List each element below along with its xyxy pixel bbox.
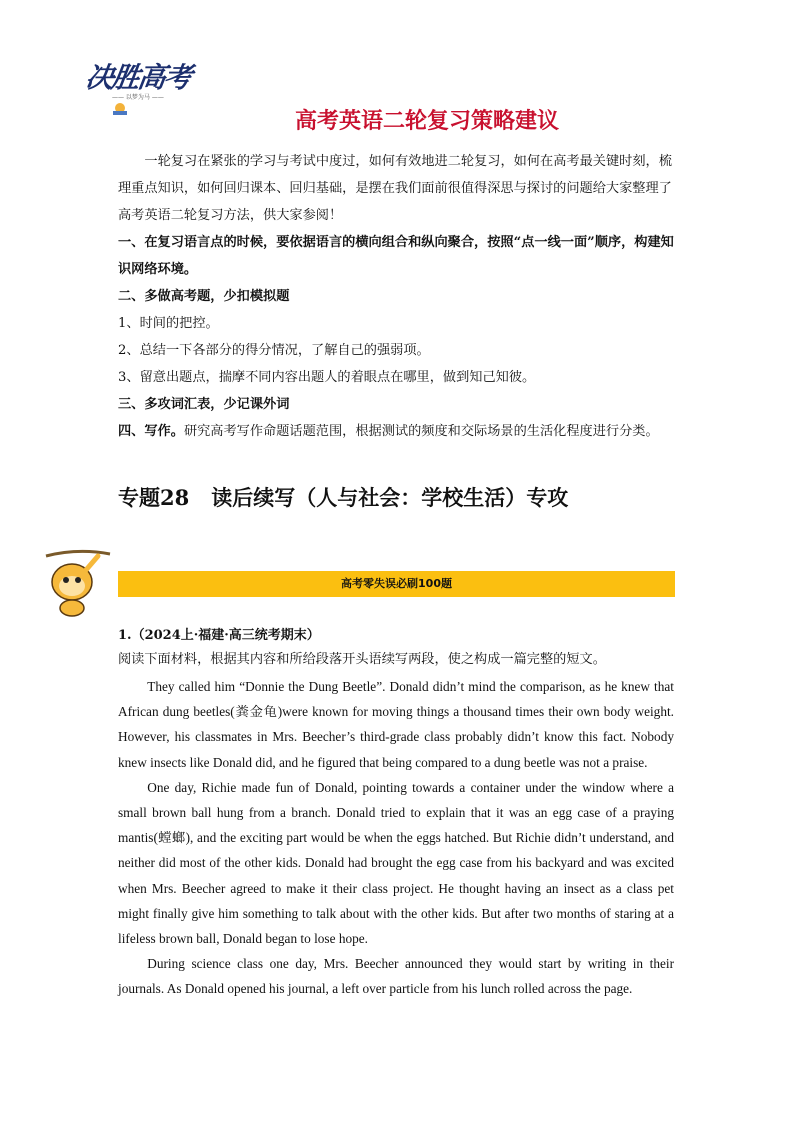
question-header <box>118 624 320 643</box>
reading-passage <box>118 674 674 1002</box>
logo-tagline: —— 以梦为马 —— <box>112 94 164 101</box>
strategy-point-4 <box>118 418 678 445</box>
strategy-point-2: 二、多做高考题，少扣模拟题 <box>118 289 290 304</box>
strategy-point-4-lead: 四、写作。 <box>118 424 184 439</box>
section-banner: 高考零失误必刷100题 <box>118 571 675 597</box>
strategy-item-1: 1、时间的把控。 <box>118 316 219 331</box>
passage-paragraph-1: They called him “Donnie the Dung Beetle”. Donald didn’t mind the comparison, as he knew that African dung beetles(粪金龟)were known for moving things a thousand times their own body weight. However, his classmates in Mrs. Beecher’s third-grade class probably didn’t know this fact. Nobody knew insects like Donald did, and he figured that being compared to a dung beetle was not a praise. <box>118 679 674 770</box>
strategy-point-3: 三、多攻词汇表，少记课外词 <box>118 397 290 412</box>
page-title: 高考英语二轮复习策略建议 <box>294 109 559 134</box>
topic-title: 读后续写（人与社会：学校生活）专攻 <box>211 485 569 510</box>
intro-paragraph: 一轮复习在紧张的学习与考试中度过，如何有效地进二轮复习，如何在高考最关键时刻，梳理重点知识，如何回归课本、回归基础，是摆在我们面前很值得深思与探讨的问题给大家整理了高考英语二轮复习方法，供大家参阅！ <box>118 154 672 223</box>
topic-number: 专题28 <box>118 485 190 510</box>
logo-brand-text: 决胜高考 <box>83 61 193 94</box>
monkey-mascot-icon <box>42 546 114 618</box>
strategy-item-3: 3、留意出题点，揣摩不同内容出题人的着眼点在哪里，做到知己知彼。 <box>118 370 536 385</box>
strategy-item-2: 2、总结一下各部分的得分情况，了解自己的强弱项。 <box>118 343 430 358</box>
strategy-point-4-text: 研究高考写作命题话题范围，根据测试的频度和交际场景的生活化程度进行分类。 <box>183 424 659 439</box>
passage-paragraph-3: During science class one day, Mrs. Beecher announced they would start by writing in their journals. As Donald opened his journal, a left over particle from his lunch rolled across the page. <box>118 956 674 997</box>
question-instruction: 阅读下面材料，根据其内容和所给段落开头语续写两段，使之构成一篇完整的短文。 <box>118 652 606 667</box>
topic-heading <box>118 482 568 512</box>
question-source: （2024上·福建·高三统考期末） <box>131 628 320 643</box>
passage-paragraph-2: One day, Richie made fun of Donald, pointing towards a container under the window where a small brown ball hung from a branch. Donald tried to explain that it was an egg case of a praying mantis(螳螂), and the exciting part would be when the eggs hatched. But Richie didn’t understand, and neither did most of the other kids. Donald had brought the egg case from his backyard and was excited when Mrs. Beecher agreed to make it their class project. He thought having an insect as a class pet might finally give him something to talk about with the other kids. But after two months of staring at a lifeless brown ball, Donald began to lose hope. <box>118 779 674 947</box>
question-number: 1. <box>118 628 132 643</box>
strategy-point-1: 一、在复习语言点的时候，要依据语言的横向组合和纵向聚合，按照“点一线一面”顺序，构建知识网络环境。 <box>118 235 674 277</box>
intro-section <box>118 148 678 445</box>
